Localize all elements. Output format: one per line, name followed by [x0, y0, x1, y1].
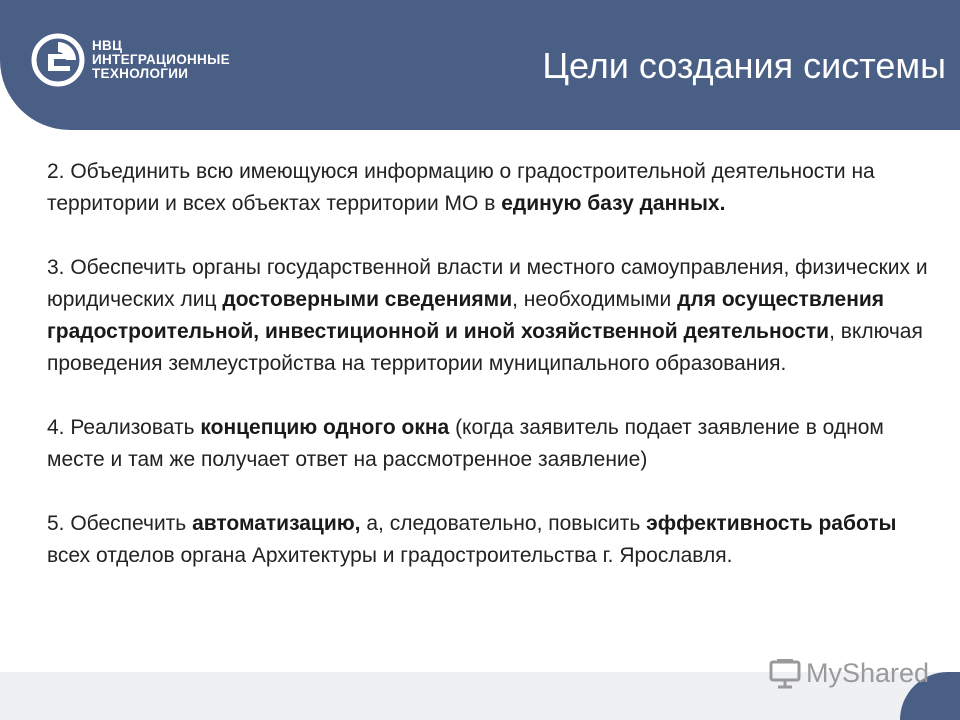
watermark-text: MyShared [806, 657, 930, 688]
presentation-screen-icon [768, 656, 802, 690]
goal-4-text-b: (когда заявитель подает заявление в одном месте и там же получает ответ на рассмотренное заявление) [47, 416, 884, 471]
goal-3-emphasis-a: достоверными сведениями [222, 288, 513, 311]
goal-5-text-b: а, следовательно, повысить [360, 512, 647, 535]
company-logo [30, 32, 230, 88]
goal-4-emphasis: концепцию одного окна [200, 416, 450, 439]
goal-5-emphasis-a: автоматизацию, [192, 512, 361, 535]
goal-paragraph-5 [47, 508, 937, 572]
goal-3-text-a: 3. Обеспечить органы государственной власти и местного самоуправления, физических и юридических лиц [47, 256, 928, 311]
slide-content [47, 156, 937, 604]
goal-3-text-c: , включая проведения землеустройства на территории муниципального образования. [47, 320, 923, 375]
goal-2-emphasis: единую базу данных. [501, 192, 726, 215]
logo-line-3: ТЕХНОЛОГИИ [92, 66, 189, 81]
goal-5-text-a: 5. Обеспечить [47, 512, 193, 535]
goal-2-text: 2. Объединить всю имеющуюся информацию о градостроительной деятельности на территории и всех объектах территории МО в [47, 160, 875, 215]
goal-5-text-c: всех отделов органа Архитектуры и градостроительства г. Ярославля. [47, 544, 733, 567]
logo-line-2: ИНТЕГРАЦИОННЫЕ [92, 52, 230, 67]
goal-paragraph-3 [47, 252, 937, 380]
goal-3-text-b: , необходимыми [512, 288, 678, 311]
goal-3-emphasis-b: для осуществления градостроительной, инвестиционной и иной хозяйственной деятельности [47, 288, 885, 343]
goal-paragraph-4 [47, 412, 937, 476]
slide-title: Цели создания системы [542, 45, 946, 86]
goal-4-text-a: 4. Реализовать [47, 416, 201, 439]
logo-line-1: НВЦ [92, 38, 123, 53]
watermark [768, 656, 929, 690]
logo-text [92, 39, 230, 81]
logo-emblem-icon [30, 32, 86, 88]
goal-paragraph-2 [47, 156, 937, 220]
goal-5-emphasis-b: эффективность работы [646, 512, 897, 535]
